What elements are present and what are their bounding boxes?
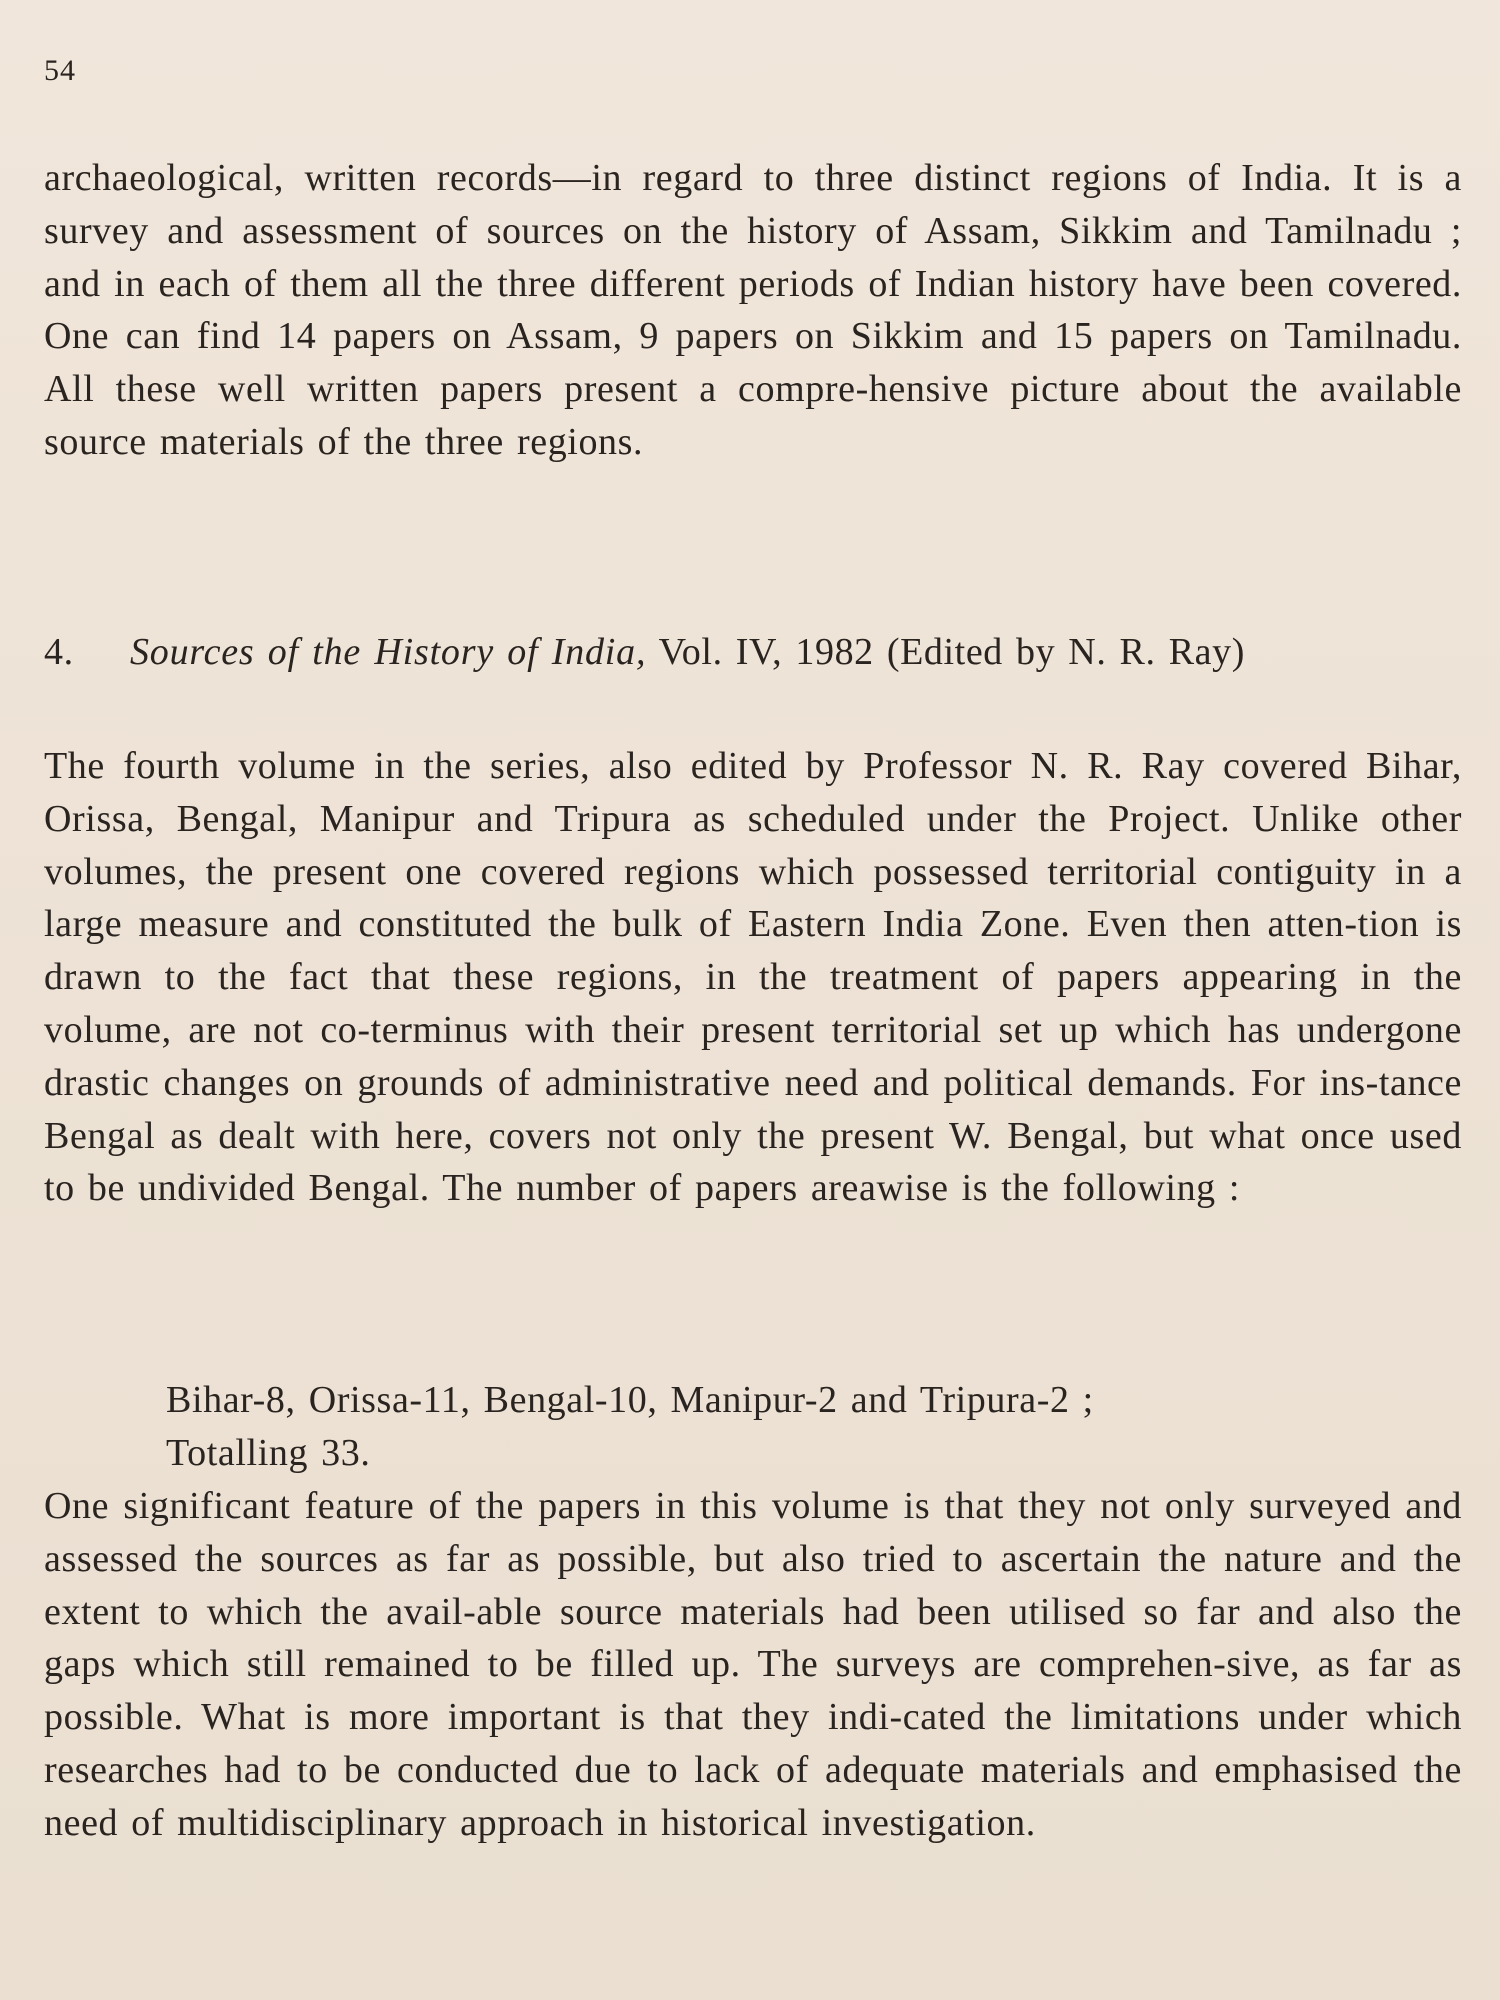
section-heading-row [44, 626, 1462, 679]
intro-paragraph: archaeological, written records—in regard to three distinct regions of India. It is a survey and assessment of sources on the history of Assam, Sikkim and Tamilnadu ; and in each of them all the three different periods of Indian history have been covered. One can find 14 papers on Assam, 9 papers on Sikkim and 15 papers on Tamilnadu. All these well written papers present a compre-hensive picture about the available source materials of the three regions. [44, 157, 1462, 463]
section-heading [44, 626, 1462, 679]
section-title-italic: Sources of the History of India, [130, 631, 647, 673]
body-paragraph-2: One significant feature of the papers in this volume is that they not only surveyed and assessed the sources as far as possible, but also tried to ascertain the nature and the extent to which the avail-able source materials had been utilised so far and also the gaps which still remained to be filled up. The surveys are comprehen-sive, as far as possible. What is more important is that they indi-cated the limitations under which researches had to be conducted due to lack of adequate materials and emphasised the need of multidisciplinary approach in historical investigation. [44, 1485, 1462, 1844]
body-paragraph-2-block [44, 1480, 1462, 1850]
section-number: 4. [44, 631, 74, 673]
areawise-list-line-1: Bihar-8, Orissa-11, Bengal-10, Manipur-2 and Tripura-2 ; [166, 1379, 1094, 1421]
body-paragraph-1: The fourth volume in the series, also edited by Professor N. R. Ray covered Bihar, Orissa, Bengal, Manipur and Tripura as scheduled under the Project. Unlike other volumes, the present one covered regions which possessed territorial contiguity in a large measure and constituted the bulk of Eastern India Zone. Even then atten-tion is drawn to the fact that these regions, in the treatment of papers appearing in the volume, are not co-terminus with their present territorial set up which has undergone drastic changes on grounds of administrative need and political demands. For ins-tance Bengal as dealt with here, covers not only the present W. Bengal, but what once used to be undivided Bengal. The number of papers areawise is the following : [44, 745, 1462, 1210]
page-number: 54 [44, 54, 76, 87]
section-title [130, 626, 1462, 679]
intro-paragraph-block [44, 152, 1462, 469]
body-paragraph-1-block [44, 740, 1462, 1215]
areawise-list [166, 1374, 1462, 1480]
section-title-rest: Vol. IV, 1982 (Edited by N. R. Ray) [646, 631, 1245, 673]
areawise-list-line-2: Totalling 33. [166, 1431, 371, 1474]
